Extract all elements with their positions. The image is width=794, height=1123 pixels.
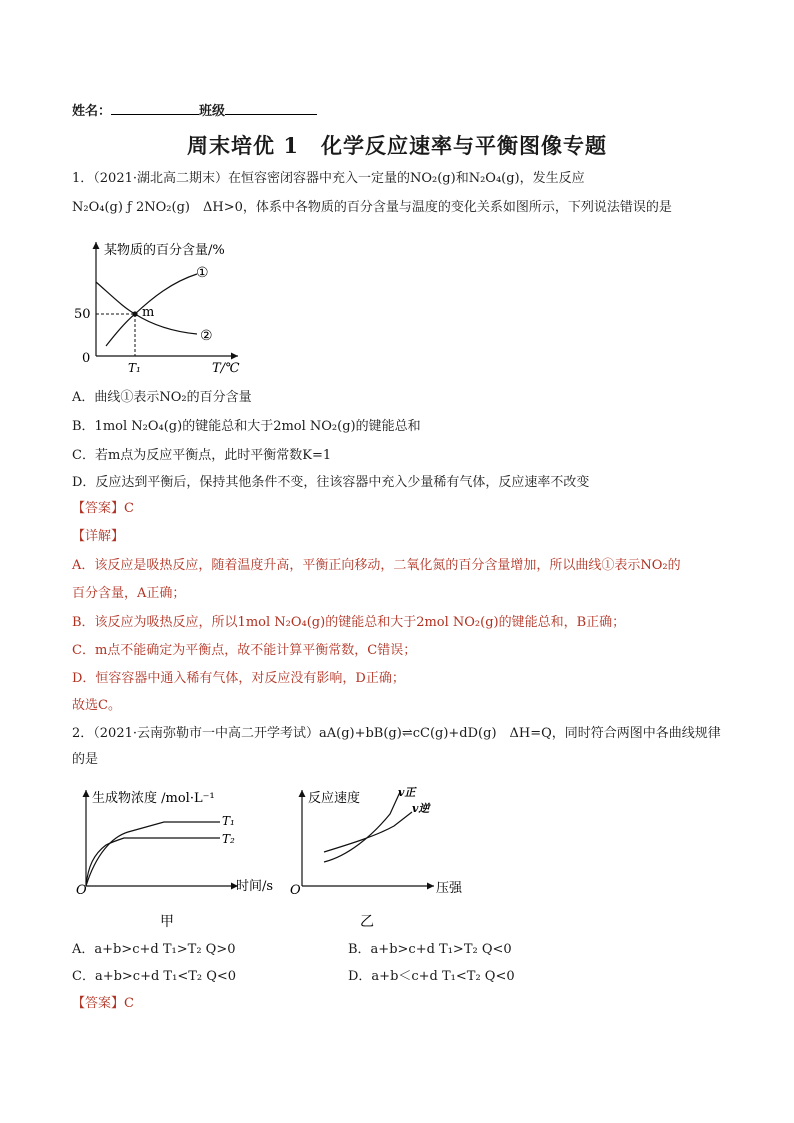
name-class-line	[72, 100, 317, 119]
yi-caption: 乙	[360, 914, 374, 930]
yi-curve-v-reverse	[324, 812, 412, 852]
q1-x-tick-t1: T₁	[128, 361, 141, 375]
q1-stem-line1: 1．（2021·湖北高二期末）在恒容密闭容器中充入一定量的NO₂(g)和N₂O₄(g)，发生反应	[72, 171, 585, 186]
jia-origin: O	[76, 883, 87, 898]
q1-detail-b: B．该反应为吸热反应，所以1mol N₂O₄(g)的键能总和大于2mol NO₂(g)的键能总和，B正确；	[72, 615, 626, 630]
q1-curve1-label: ①	[196, 265, 209, 281]
q1-detail-d: D．恒容容器中通入稀有气体，对反应没有影响，D正确；	[72, 671, 405, 686]
q1-point-m	[132, 311, 137, 316]
q2-stem-line2: 的是	[72, 752, 99, 767]
q1-point-label: m	[142, 305, 155, 320]
q2-answer: C	[124, 996, 134, 1011]
q1-graph	[72, 232, 252, 380]
q1-option-a: A．曲线①表示NO₂的百分含量	[72, 390, 252, 405]
jia-curve-t2	[86, 838, 220, 886]
q2-option-b: B．a+b>c+d T₁>T₂ Q<0	[348, 942, 512, 957]
q1-detail-label: 【详解】	[72, 529, 125, 544]
jia-t2-label: T₂	[222, 832, 235, 846]
q2-answer-line	[72, 995, 134, 1013]
yi-v-forward-label: v正	[398, 786, 416, 799]
class-label: 班级	[199, 104, 226, 119]
q1-answer-line	[72, 500, 134, 518]
q2-graph-jia	[72, 782, 294, 932]
q1-detail-a2: 百分含量，A正确；	[72, 586, 186, 601]
q1-xlabel: T/℃	[212, 361, 240, 376]
jia-curve-t1	[86, 822, 220, 886]
yi-v-reverse-label: v逆	[412, 802, 430, 815]
name-label: 姓名：	[72, 104, 112, 119]
page-title: 周末培优 1 化学反应速率与平衡图像专题	[187, 133, 607, 158]
q1-origin: 0	[82, 351, 91, 366]
q1-option-b: B．1mol N₂O₄(g)的键能总和大于2mol NO₂(g)的键能总和	[72, 419, 421, 434]
q1-answer-label: 【答案】	[72, 501, 125, 516]
yi-origin: O	[290, 883, 301, 898]
q1-conclusion: 故选C。	[72, 698, 121, 713]
jia-t1-label: T₁	[222, 814, 235, 828]
q2-option-c: C．a+b>c+d T₁<T₂ Q<0	[72, 969, 237, 984]
q1-detail-a1: A．该反应是吸热反应，随着温度升高，平衡正向移动，二氧化氮的百分含量增加，所以曲线①表示NO₂的	[72, 558, 681, 573]
yi-xlabel: 压强	[436, 881, 463, 896]
q1-detail-c: C．m点不能确定为平衡点，故不能计算平衡常数，C错误；	[72, 643, 417, 658]
yi-ylabel: 反应速度	[308, 791, 361, 806]
class-blank[interactable]	[225, 102, 317, 115]
jia-caption: 甲	[160, 914, 174, 930]
q1-option-d: D．反应达到平衡后，保持其他条件不变，往该容器中充入少量稀有气体，反应速率不改变	[72, 475, 590, 490]
jia-xlabel: 时间/s	[236, 879, 274, 894]
jia-ylabel: 生成物浓度 /mol·L⁻¹	[92, 791, 215, 806]
name-blank[interactable]	[111, 102, 199, 115]
q1-stem-line2: N₂O₄(g) ƒ 2NO₂(g) ΔH>0，体系中各物质的百分含量与温度的变化关系如图所示，下列说法错误的是	[72, 200, 672, 215]
q2-option-a: A．a+b>c+d T₁>T₂ Q>0	[72, 942, 236, 957]
q1-curve2-label: ②	[200, 328, 213, 344]
q2-option-d: D．a+b＜c+d T₁<T₂ Q<0	[348, 969, 515, 984]
q2-graph-yi	[288, 782, 468, 932]
q1-answer: C	[124, 501, 134, 516]
q1-ylabel: 某物质的百分含量/%	[104, 243, 225, 258]
q2-answer-label: 【答案】	[72, 996, 125, 1011]
q2-stem-line1: 2．（2021·云南弥勒市一中高二开学考试）aA(g)+bB(g)⇌cC(g)+dD(g) ΔH=Q，同时符合两图中各曲线规律	[72, 726, 721, 741]
q1-option-c: C．若m点为反应平衡点，此时平衡常数K=1	[72, 448, 332, 463]
q1-y-tick-50: 50	[74, 307, 91, 322]
